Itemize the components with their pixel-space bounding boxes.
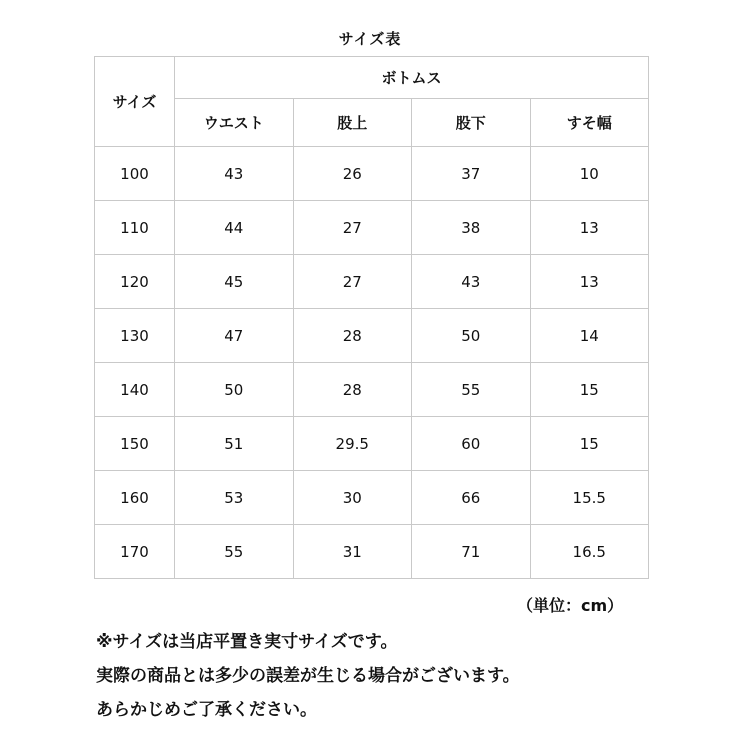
size-cell: 170 (95, 525, 175, 579)
table-row (95, 471, 649, 525)
value-cell: 13 (530, 255, 649, 309)
value-cell: 71 (412, 525, 531, 579)
table-row (95, 147, 649, 201)
value-cell: 50 (412, 309, 531, 363)
column-header-rise: 股上 (293, 99, 412, 147)
size-cell: 140 (95, 363, 175, 417)
value-cell: 45 (175, 255, 294, 309)
value-cell: 55 (412, 363, 531, 417)
value-cell: 53 (175, 471, 294, 525)
value-cell: 16.5 (530, 525, 649, 579)
value-cell: 37 (412, 147, 531, 201)
value-cell: 29.5 (293, 417, 412, 471)
value-cell: 44 (175, 201, 294, 255)
table-subheader-row (95, 99, 649, 147)
value-cell: 55 (175, 525, 294, 579)
value-cell: 14 (530, 309, 649, 363)
table-row (95, 525, 649, 579)
note-line: あらかじめご了承ください。 (96, 700, 317, 720)
table-row (95, 417, 649, 471)
notes (96, 625, 520, 727)
value-cell: 27 (293, 255, 412, 309)
table-row (95, 201, 649, 255)
value-cell: 27 (293, 201, 412, 255)
value-cell: 38 (412, 201, 531, 255)
value-cell: 51 (175, 417, 294, 471)
value-cell: 26 (293, 147, 412, 201)
size-column-header: サイズ (95, 57, 175, 147)
value-cell: 30 (293, 471, 412, 525)
group-header: ボトムス (175, 57, 649, 99)
value-cell: 66 (412, 471, 531, 525)
size-cell: 130 (95, 309, 175, 363)
table-row (95, 309, 649, 363)
column-header-inseam: 股下 (412, 99, 531, 147)
table-row (95, 363, 649, 417)
value-cell: 10 (530, 147, 649, 201)
value-cell: 15.5 (530, 471, 649, 525)
page-title: サイズ表 (338, 30, 402, 48)
value-cell: 47 (175, 309, 294, 363)
size-cell: 100 (95, 147, 175, 201)
value-cell: 60 (412, 417, 531, 471)
value-cell: 50 (175, 363, 294, 417)
column-header-waist: ウエスト (175, 99, 294, 147)
size-table (94, 56, 649, 579)
size-cell: 150 (95, 417, 175, 471)
value-cell: 28 (293, 309, 412, 363)
value-cell: 15 (530, 417, 649, 471)
size-cell: 160 (95, 471, 175, 525)
column-header-hem-width: すそ幅 (530, 99, 649, 147)
note-line: 実際の商品とは多少の誤差が生じる場合がございます。 (96, 666, 520, 686)
table-header-row (95, 57, 649, 99)
size-cell: 110 (95, 201, 175, 255)
value-cell: 13 (530, 201, 649, 255)
table-row (95, 255, 649, 309)
value-cell: 15 (530, 363, 649, 417)
value-cell: 28 (293, 363, 412, 417)
value-cell: 43 (412, 255, 531, 309)
unit-label: （単位：cm） (517, 596, 624, 615)
value-cell: 31 (293, 525, 412, 579)
note-line: ※サイズは当店平置き実寸サイズです。 (96, 632, 398, 652)
value-cell: 43 (175, 147, 294, 201)
size-cell: 120 (95, 255, 175, 309)
